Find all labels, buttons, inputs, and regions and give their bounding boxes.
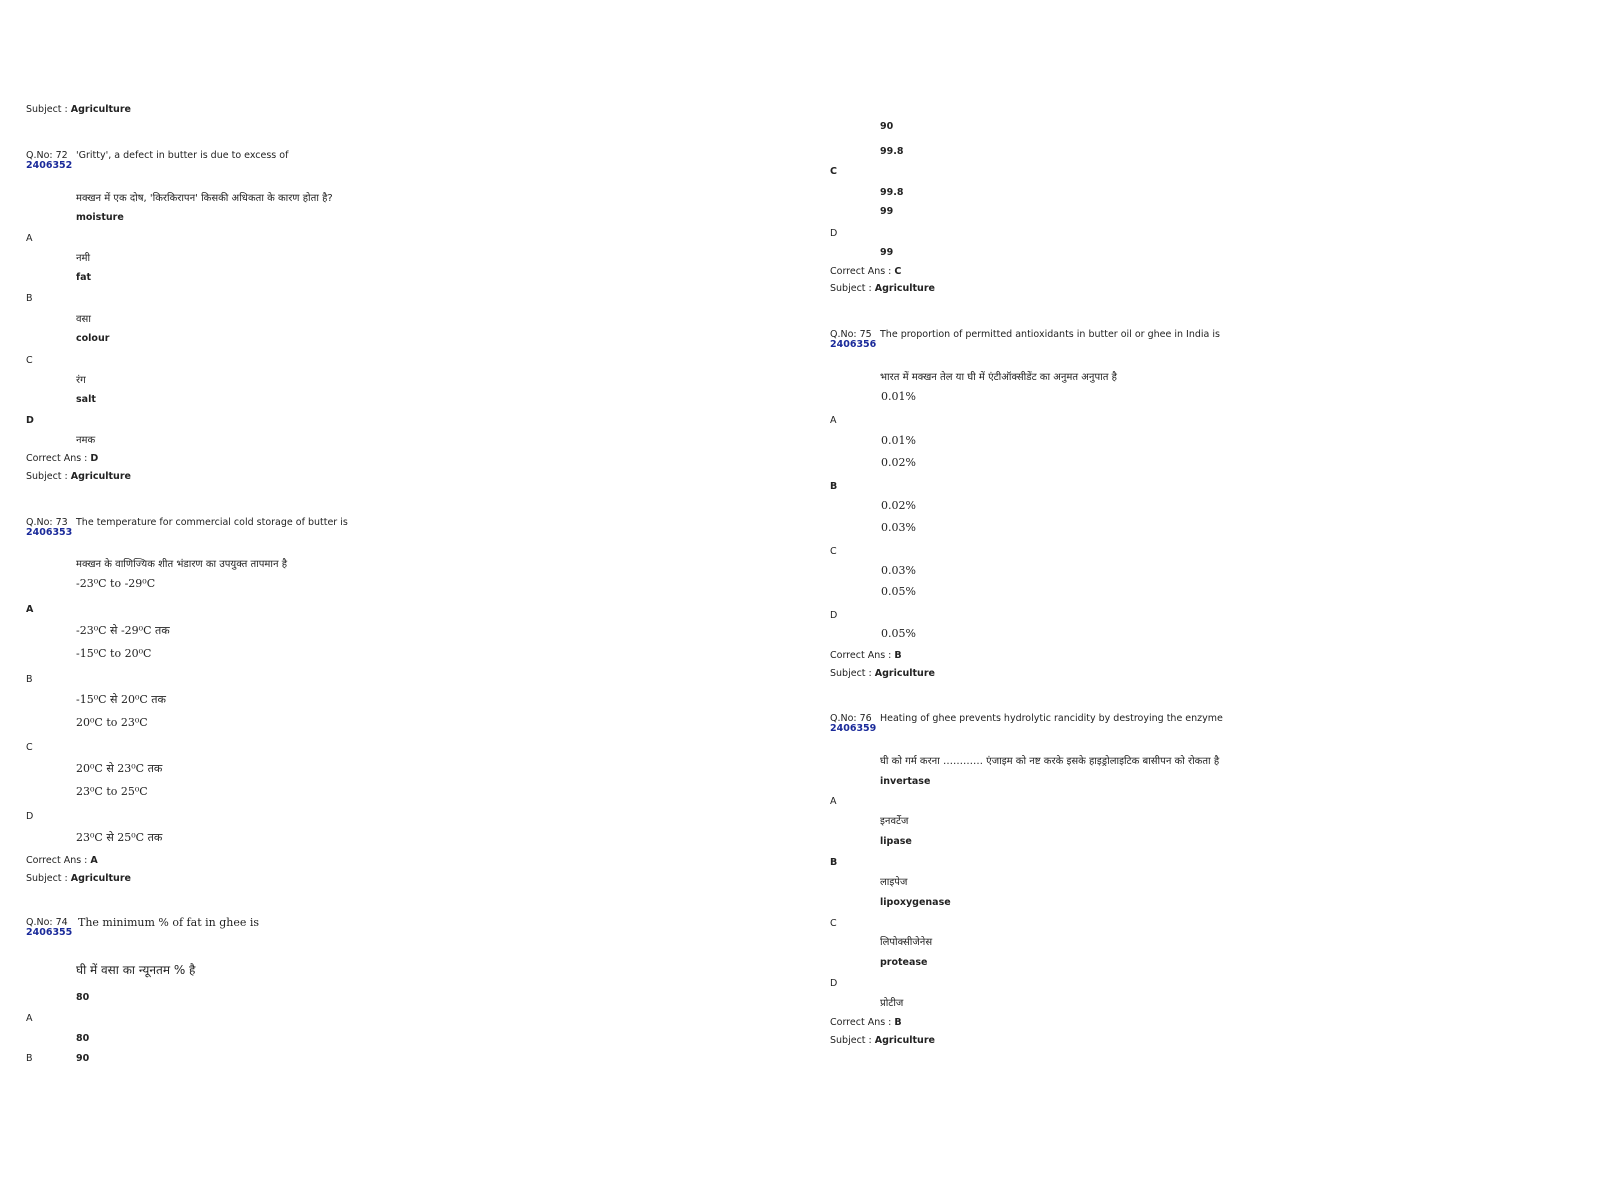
question-text-en: The minimum % of fat in ghee is [78,916,260,929]
question-id: 2406355 [26,927,73,938]
option-a-hi: -23⁰C से -29⁰C तक [76,624,170,637]
option-a-en: moisture [76,212,124,223]
option-b-letter: B [26,1053,33,1064]
option-d-en: 0.05% [881,585,916,598]
option-b-en: 0.02% [881,456,916,469]
option-d-letter: D [26,415,34,426]
option-d-letter: D [830,978,838,989]
option-a-hi: इनवर्टेज [880,816,909,827]
option-b-en: fat [76,272,92,283]
question-id: 2406359 [830,723,877,734]
question-id: 2406356 [830,339,877,350]
option-c-en: 0.03% [881,521,916,534]
subject-line: Subject : Agriculture [830,283,935,294]
option-c-letter: C [830,166,837,177]
option-d-hi: 23⁰C से 25⁰C तक [76,831,163,844]
question-number: Q.No: 73 [26,517,68,528]
option-c-letter: C [830,546,837,557]
option-a-letter: A [26,1013,33,1024]
correct-answer: Correct Ans : C [830,266,902,277]
option-b-hi: लाइपेज [880,877,908,888]
option-a-hi: 0.01% [881,434,916,447]
option-d-en: salt [76,394,96,405]
option-a-hi: 80 [76,1033,90,1044]
subject-line: Subject : Agriculture [26,873,131,884]
option-c-letter: C [26,355,33,366]
option-a-letter: A [830,415,837,426]
option-b-letter: B [830,481,838,492]
option-c-hi: 0.03% [881,564,916,577]
correct-answer: Correct Ans : A [26,855,98,866]
option-a-letter: A [26,604,34,615]
question-text-hi: मक्खन के वाणिज्यिक शीत भंडारण का उपयुक्त तापमान है [76,559,288,570]
correct-answer: Correct Ans : B [830,650,902,661]
question-text-hi: मक्खन में एक दोष, 'किरकिरापन' किसकी अधिकता के कारण होता है? [76,193,333,204]
question-text-en: 'Gritty', a defect in butter is due to excess of [76,150,289,161]
option-d-hi: 0.05% [881,627,916,640]
option-c-letter: C [26,742,33,753]
option-c-en: 20⁰C to 23⁰C [76,716,148,729]
option-d-hi: नमक [76,435,96,446]
option-a-en: 0.01% [881,390,916,403]
question-id: 2406352 [26,160,73,171]
subject-line: Subject : Agriculture [26,471,131,482]
option-b-en: 90 [76,1053,90,1064]
question-text-en: The proportion of permitted antioxidants in butter oil or ghee in India is [880,329,1220,340]
question-text-hi: घी को गर्म करना ………… एंजाइम को नष्ट करके इसके हाइड्रोलाइटिक बासीपन को रोकता है [880,756,1220,767]
option-d-letter: D [830,228,838,239]
option-a-en: 80 [76,992,90,1003]
option-d-hi: प्रोटीज [880,998,904,1009]
question-text-en: The temperature for commercial cold storage of butter is [76,517,348,528]
question-text-en: Heating of ghee prevents hydrolytic rancidity by destroying the enzyme [880,713,1223,724]
option-d-en: 99 [880,206,894,217]
option-b-letter: B [26,293,33,304]
correct-answer: Correct Ans : D [26,453,99,464]
option-b-hi: 90 [880,121,894,132]
option-b-hi: वसा [76,314,91,325]
option-c-letter: C [830,918,837,929]
option-a-letter: A [26,233,33,244]
option-a-hi: नमी [76,253,91,264]
option-b-en: -15⁰C to 20⁰C [76,647,152,660]
option-c-hi: 99.8 [880,187,904,198]
option-c-hi: रंग [76,375,86,386]
subject-line: Subject : Agriculture [26,104,131,115]
option-c-en: colour [76,333,110,344]
question-number: Q.No: 74 [26,917,68,928]
option-a-en: -23⁰C to -29⁰C [76,577,156,590]
correct-answer: Correct Ans : B [830,1017,902,1028]
option-d-letter: D [26,811,34,822]
option-d-en: protease [880,957,928,968]
question-number: Q.No: 75 [830,329,872,340]
option-b-letter: B [830,857,838,868]
option-d-hi: 99 [880,247,894,258]
option-c-hi: लिपोक्सीजेनेस [880,937,933,948]
option-a-letter: A [830,796,837,807]
option-b-letter: B [26,674,33,685]
option-a-en: invertase [880,776,931,787]
option-b-hi: 0.02% [881,499,916,512]
question-number: Q.No: 76 [830,713,872,724]
option-c-hi: 20⁰C से 23⁰C तक [76,762,163,775]
option-d-letter: D [830,610,838,621]
subject-line: Subject : Agriculture [830,1035,935,1046]
question-text-hi: भारत में मक्खन तेल या घी में एंटीऑक्सीडेंट का अनुमत अनुपात है [880,372,1117,383]
option-c-en: 99.8 [880,146,904,157]
option-c-en: lipoxygenase [880,897,951,908]
subject-line: Subject : Agriculture [830,668,935,679]
question-number: Q.No: 72 [26,150,68,161]
option-d-en: 23⁰C to 25⁰C [76,785,148,798]
question-id: 2406353 [26,527,73,538]
option-b-en: lipase [880,836,912,847]
question-text-hi: घी में वसा का न्यूनतम % है [76,963,196,977]
option-b-hi: -15⁰C से 20⁰C तक [76,693,167,706]
